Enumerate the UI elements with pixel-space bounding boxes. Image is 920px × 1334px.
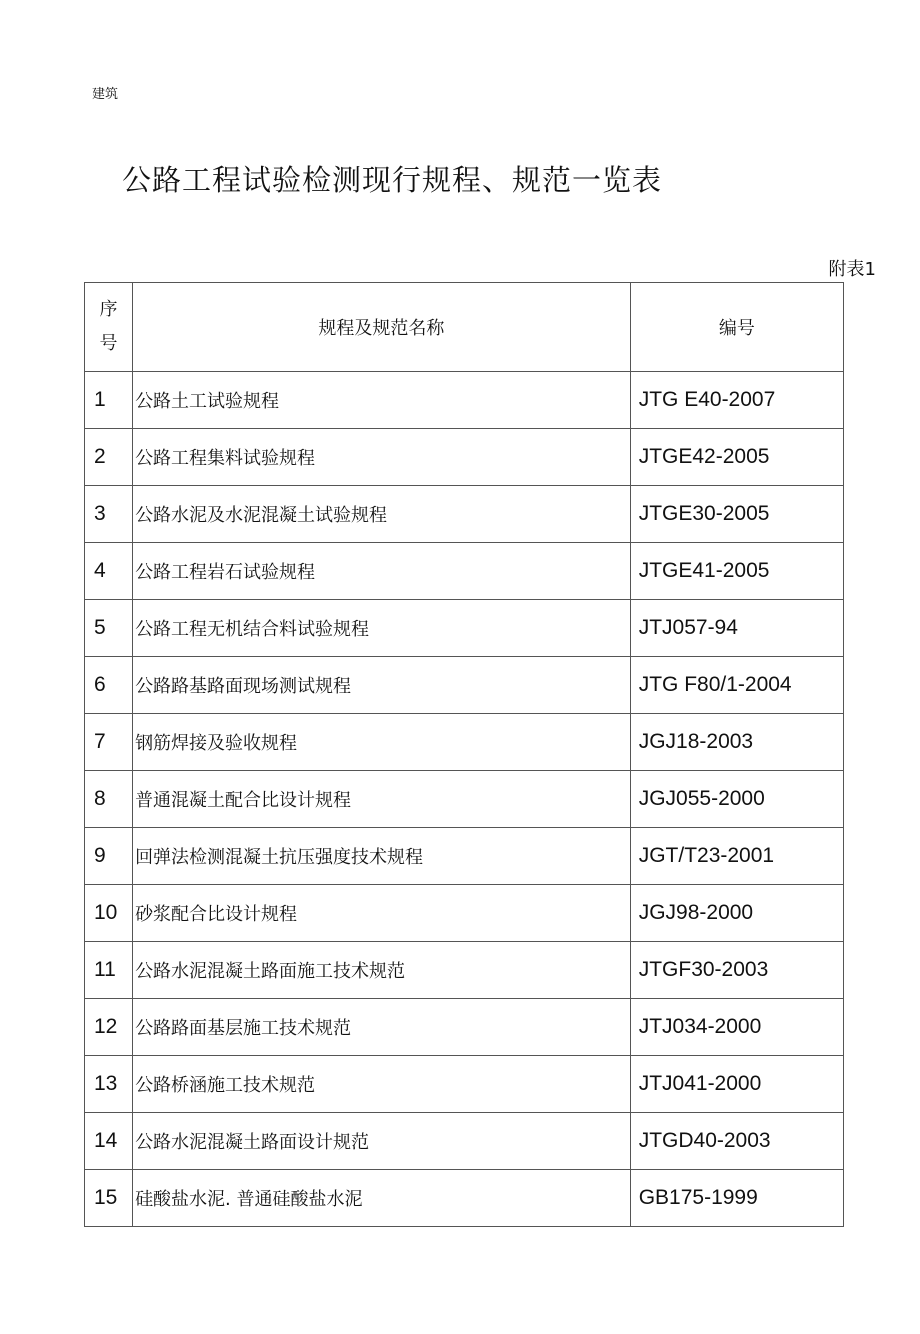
row-name: 回弹法检测混凝土抗压强度技术规程 xyxy=(133,828,631,885)
row-code: JTGE41-2005 xyxy=(630,543,843,600)
row-number: 15 xyxy=(85,1170,133,1227)
row-code: JTGE30-2005 xyxy=(630,486,843,543)
row-code: JGJ18-2003 xyxy=(630,714,843,771)
header-code: 编号 xyxy=(630,283,843,372)
table-row xyxy=(85,657,844,714)
table-row xyxy=(85,1170,844,1227)
header-number-line1: 序 xyxy=(99,299,118,320)
row-number: 9 xyxy=(85,828,133,885)
row-name: 钢筋焊接及验收规程 xyxy=(133,714,631,771)
row-code: JTGE42-2005 xyxy=(630,429,843,486)
table-row xyxy=(85,942,844,999)
row-code: JGT/T23-2001 xyxy=(630,828,843,885)
row-name: 公路工程集料试验规程 xyxy=(133,429,631,486)
row-name: 公路路面基层施工技术规范 xyxy=(133,999,631,1056)
header-number-line2: 号 xyxy=(99,333,118,354)
row-code: GB175-1999 xyxy=(630,1170,843,1227)
row-code: JTJ041-2000 xyxy=(630,1056,843,1113)
row-number: 13 xyxy=(85,1056,133,1113)
table-row xyxy=(85,429,844,486)
row-number: 12 xyxy=(85,999,133,1056)
row-code: JGJ98-2000 xyxy=(630,885,843,942)
table-row xyxy=(85,600,844,657)
table-row xyxy=(85,372,844,429)
row-number: 5 xyxy=(85,600,133,657)
row-code: JTJ034-2000 xyxy=(630,999,843,1056)
row-number: 14 xyxy=(85,1113,133,1170)
row-number: 2 xyxy=(85,429,133,486)
appendix-label: 附表1 xyxy=(828,259,876,280)
row-name: 硅酸盐水泥. 普通硅酸盐水泥 xyxy=(133,1170,631,1227)
row-number: 10 xyxy=(85,885,133,942)
row-number: 11 xyxy=(85,942,133,999)
row-name: 公路土工试验规程 xyxy=(133,372,631,429)
header-tag: 建筑 xyxy=(92,87,119,102)
row-number: 1 xyxy=(85,372,133,429)
row-code: JTG E40-2007 xyxy=(630,372,843,429)
row-number: 3 xyxy=(85,486,133,543)
row-code: JTGF30-2003 xyxy=(630,942,843,999)
table-body xyxy=(85,372,844,1227)
table-row xyxy=(85,486,844,543)
row-name: 公路桥涵施工技术规范 xyxy=(133,1056,631,1113)
row-code: JTG F80/1-2004 xyxy=(630,657,843,714)
row-name: 公路路基路面现场测试规程 xyxy=(133,657,631,714)
table-row xyxy=(85,1056,844,1113)
row-number: 6 xyxy=(85,657,133,714)
header-number xyxy=(85,283,133,372)
document-title: 公路工程试验检测现行规程、规范一览表 xyxy=(122,163,663,197)
row-name: 公路工程岩石试验规程 xyxy=(133,543,631,600)
row-name: 公路工程无机结合料试验规程 xyxy=(133,600,631,657)
row-code: JTJ057-94 xyxy=(630,600,843,657)
table-row xyxy=(85,885,844,942)
row-name: 普通混凝土配合比设计规程 xyxy=(133,771,631,828)
row-name: 公路水泥混凝土路面设计规范 xyxy=(133,1113,631,1170)
table-header-row xyxy=(85,283,844,372)
row-number: 7 xyxy=(85,714,133,771)
table-row xyxy=(85,771,844,828)
table-row xyxy=(85,828,844,885)
row-name: 公路水泥混凝土路面施工技术规范 xyxy=(133,942,631,999)
row-number: 8 xyxy=(85,771,133,828)
table-row xyxy=(85,714,844,771)
row-code: JTGD40-2003 xyxy=(630,1113,843,1170)
table-row xyxy=(85,543,844,600)
spec-table xyxy=(84,282,844,1227)
header-name: 规程及规范名称 xyxy=(133,283,631,372)
row-number: 4 xyxy=(85,543,133,600)
row-code: JGJ055-2000 xyxy=(630,771,843,828)
row-name: 公路水泥及水泥混凝土试验规程 xyxy=(133,486,631,543)
row-name: 砂浆配合比设计规程 xyxy=(133,885,631,942)
table-row xyxy=(85,1113,844,1170)
table-row xyxy=(85,999,844,1056)
